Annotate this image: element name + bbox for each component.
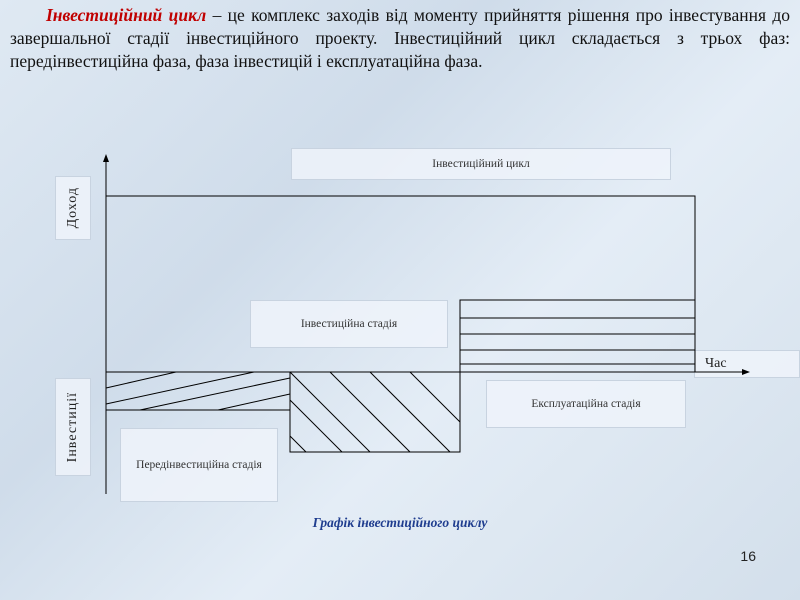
diagram-caption: Графік інвестиційного циклу <box>312 515 488 530</box>
time-axis-label-text: Час <box>705 356 727 371</box>
investment-cycle-label-text: Інвестиційний цикл <box>432 158 530 170</box>
operation-stage-label-text: Експлуатаційна стадія <box>531 398 641 410</box>
investment-stage-label-text: Інвестиційна стадія <box>300 318 398 330</box>
preinvestment-stage-label-text: Передінвестиційна стадія <box>136 458 262 471</box>
vertical-axis-arrow <box>103 154 109 162</box>
time-axis-arrow <box>742 369 750 375</box>
investment-cycle-bracket <box>106 196 695 372</box>
page-number: 16 <box>740 548 756 564</box>
intro-term: Інвестиційний цикл <box>46 5 207 25</box>
operation-block <box>460 300 695 372</box>
investments-axis-label-text: Інвестиції <box>65 391 80 463</box>
preinvestment-block <box>106 372 290 410</box>
intro-text: – це комплекс заходів від моменту прийняття рішення про інвестування до завершальної стадії інвестиційного проекту. Інвестиційний цикл складається з трьох фаз: передінвестиційна фаза, фаза інвестицій і експлуатаційна фаза. <box>10 5 790 71</box>
investment-block <box>290 372 460 452</box>
income-axis-label-text: Доход <box>65 187 80 229</box>
